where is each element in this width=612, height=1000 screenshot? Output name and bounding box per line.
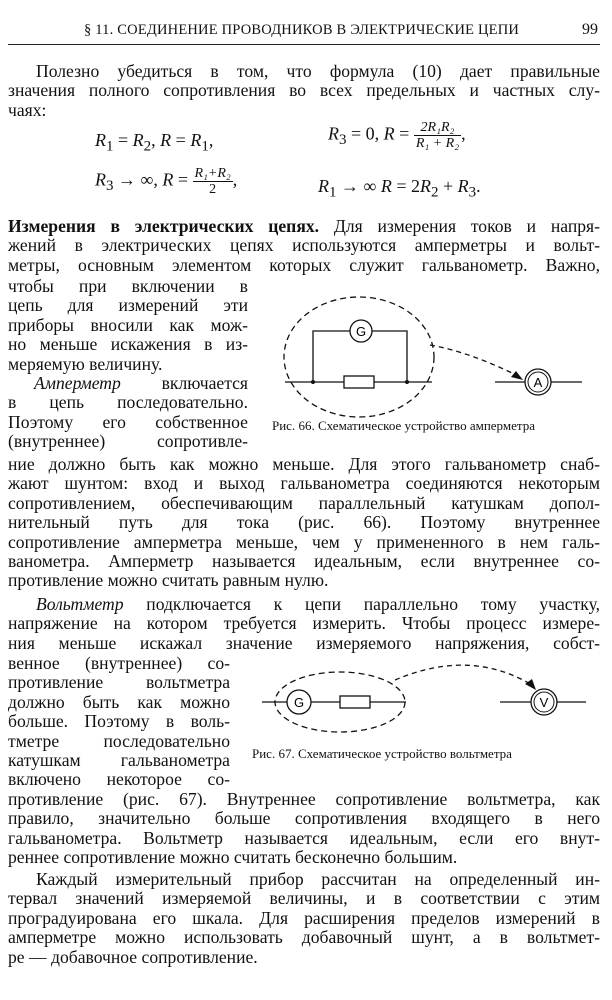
text-line: амперметре можно использовать добавочный шунт, а в вольтмет-	[8, 927, 600, 948]
text-line: значения полного сопротивления во всех предельных и частных слу-	[8, 80, 600, 101]
text-line: Амперметр включается	[34, 373, 248, 394]
term-ammeter: Амперметр	[34, 373, 121, 394]
fraction: $\frac{\text{R₁+R₂}}{2}$	[194, 166, 231, 197]
voltmeter-label: V	[539, 695, 549, 710]
shunt-resistor	[344, 376, 374, 388]
formula-r3-infinity: $R_3$ → ∞, R = $\frac{\text{R₁+R₂}}{2}$ ,	[95, 166, 238, 197]
circuit-wire	[313, 331, 350, 382]
text-line: ние должно быть как можно меньше. Для этого гальванометр снаб-	[8, 454, 600, 474]
text-line: противление вольтметра	[8, 672, 230, 693]
text-line: гальванометра. Вольтметр называется идеальным, если его внут-	[8, 827, 600, 848]
text-line: меряемую величину.	[8, 353, 163, 374]
text-line: но меньше искажения в из-	[8, 334, 248, 355]
term-voltmeter: Вольтметр	[36, 594, 124, 614]
text-line: ре — добавочное сопротивление.	[8, 946, 258, 967]
series-resistor	[340, 696, 370, 708]
text-line: жений в электрических цепях используются амперметры и вольт-	[8, 235, 600, 256]
text-line: в цепь последовательно.	[8, 392, 248, 413]
text-line: тервал значений измеряемой величины, и в соответствии с этим	[8, 888, 600, 909]
text-line: правило, значительно больше сопротивления входящего в него	[8, 808, 600, 829]
text-line: ванометра. Амперметр называется идеальным, если внутреннее со-	[8, 551, 600, 572]
voltmeter-paragraph-intro	[8, 595, 600, 653]
text-line: противление (рис. 67). Внутреннее сопротивление вольтметра, как	[8, 789, 600, 809]
arrowhead	[511, 371, 523, 380]
section-heading: Измерения в электрических цепях.	[8, 216, 320, 236]
text-line: сопротивление амперметра меньше, чем у примененного в нем галь-	[8, 531, 600, 552]
text-line: больше. Поэтому в воль-	[8, 711, 230, 732]
text-line: сопротивлением, обеспечивающим параллельный катушкам допол-	[8, 492, 600, 513]
ammeter-label: A	[533, 375, 543, 390]
text-line: катушкам гальванометра	[8, 750, 230, 771]
text-line: Полезно убедиться в том, что формула (10) дает правильные	[36, 61, 600, 81]
page-number: 99	[582, 21, 598, 38]
formula-r1-infinity: $R_1$ → ∞ $R = 2R_2 + R_3$.	[318, 176, 481, 201]
text-line: (внутреннее) сопротивле-	[8, 431, 248, 452]
voltmeter-column-text	[8, 654, 230, 790]
text-line: приборы вносили как мож-	[8, 314, 248, 335]
ammeter-paragraph-body	[8, 455, 600, 591]
figure-67-caption: Рис. 67. Схематическое устройство вольтметра	[252, 746, 512, 761]
dashed-arrow	[430, 345, 518, 376]
junction-dot	[405, 380, 409, 384]
text-line: Измерения в электрических цепях. Для измерения токов и напря-	[8, 216, 600, 236]
dashed-enclosure	[284, 297, 434, 417]
text-line: чтобы при включении в	[8, 276, 248, 296]
text-line: должно быть как можно	[8, 691, 230, 712]
section-title: § 11. СОЕДИНЕНИЕ ПРОВОДНИКОВ В ЭЛЕКТРИЧЕСКИЕ ЦЕПИ	[84, 22, 520, 38]
voltmeter-paragraph-body	[8, 790, 600, 868]
text-line: противление можно считать равным нулю.	[8, 570, 329, 591]
figure-66-caption: Рис. 66. Схематическое устройство амперметра	[272, 418, 535, 433]
text-line: метры, основным элементом которых служит гальванометр. Важно,	[8, 254, 600, 275]
text-line: проградуирована его шкала. Для расширения пределов измерений в	[8, 907, 600, 928]
formula-r3-zero: $R_3 = 0$, R = $\frac{\text{2R₁R₂}}{\text{R₁ + R₂}}$ ,	[328, 120, 466, 151]
text-line: Вольтметр подключается к цепи параллельно тому участку,	[36, 594, 600, 614]
junction-dot	[311, 380, 315, 384]
text-line: жают шунтом: вход и выход гальванометра соединяются некоторым	[8, 473, 600, 494]
galvanometer-label: G	[293, 695, 305, 710]
text-line: тметре последовательно	[8, 730, 230, 751]
text-line: цепь для измерений эти	[8, 295, 248, 316]
formula-r1-eq-r2: $R_1 = R_2$, $R = R_1$,	[95, 130, 214, 155]
text-line: Поэтому его собственное	[8, 411, 248, 432]
arrowhead	[525, 679, 536, 690]
text-line: напряжение на котором требуется измерить. Чтобы процесс измере-	[8, 613, 600, 634]
closing-paragraph	[8, 870, 600, 967]
text-line: Каждый измерительный прибор рассчитан на определенный ин-	[36, 869, 600, 889]
text-line: включено некоторое со-	[8, 769, 230, 790]
text-line: чаях:	[8, 99, 47, 120]
dashed-arrow	[395, 665, 532, 685]
text-line: нительный путь для тока (рис. 66). Поэтому внутреннее	[8, 512, 600, 533]
text-line: реннее сопротивление можно считать бесконечно большим.	[8, 847, 458, 868]
galvanometer-label: G	[355, 324, 367, 339]
text-line: венное (внутреннее) со-	[8, 653, 230, 673]
fraction: $\frac{\text{2R₁R₂}}{\text{R₁ + R₂}}$	[415, 120, 460, 151]
circuit-wire	[372, 331, 407, 382]
text-line: ния меньше искажал значение измеряемого напряжения, собст-	[8, 632, 600, 653]
